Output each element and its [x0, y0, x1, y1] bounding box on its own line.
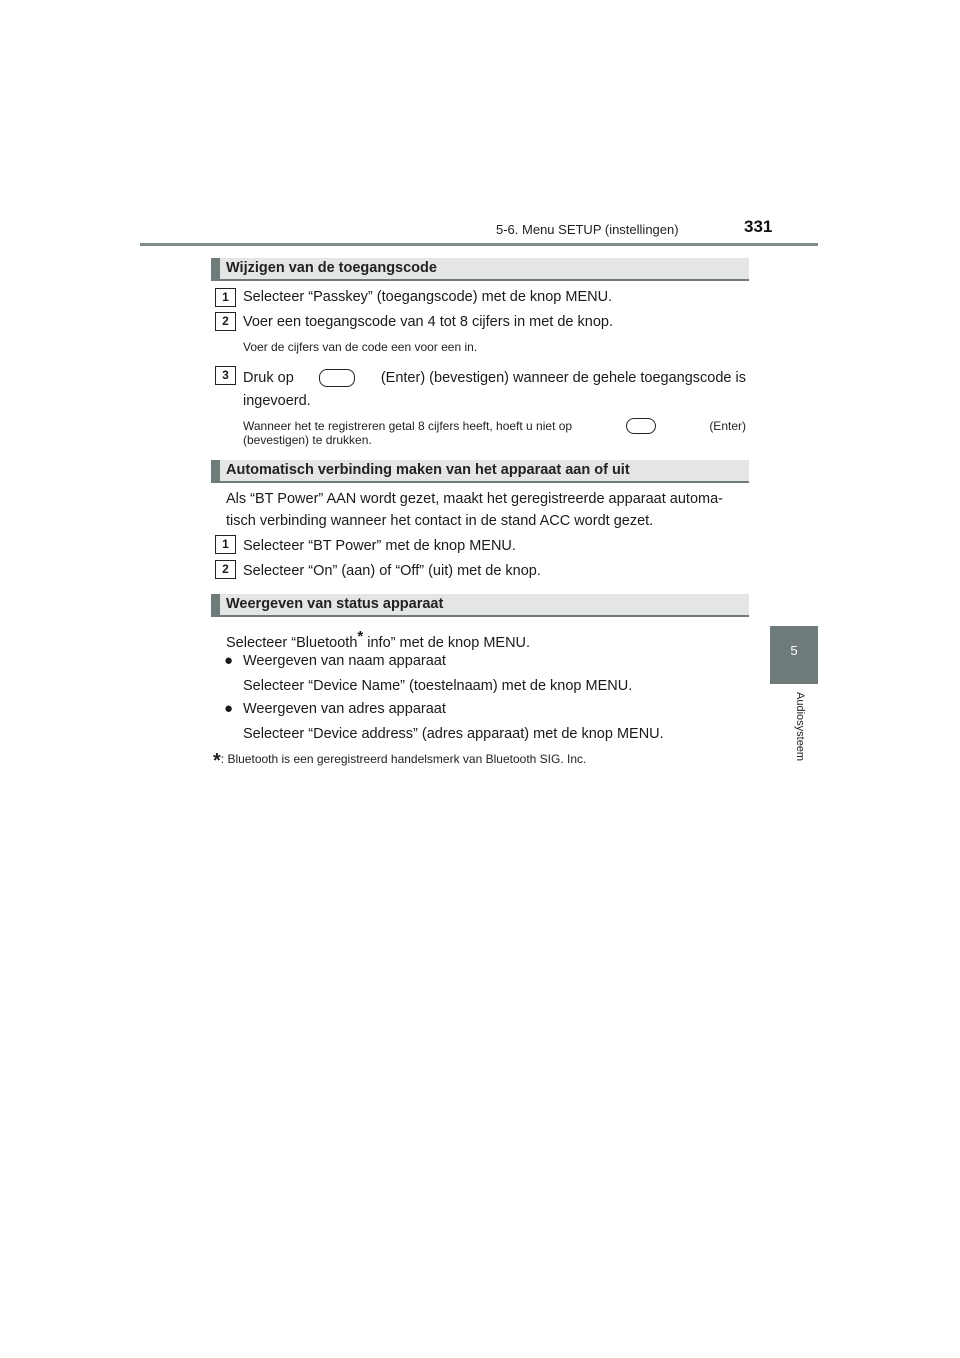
step-note-continuation: (bevestigen) te drukken. [243, 433, 372, 447]
section-heading-device-status [211, 594, 749, 617]
section-heading-passkey [211, 258, 749, 281]
step-text: Selecteer “Passkey” (toegangscode) met de knop MENU. [243, 289, 613, 305]
step-text: Selecteer “On” (aan) of “Off” (uit) met de knop. [243, 563, 541, 579]
step-note-after: (Enter) [709, 419, 746, 433]
step-text-line [243, 369, 746, 387]
bullet-icon: ● [224, 700, 234, 717]
section-intro [226, 628, 530, 651]
section-heading-text: Automatisch verbinding maken van het apparaat aan of uit [226, 462, 630, 478]
step-text-continuation: ingevoerd. [243, 393, 311, 409]
footnote-marker: * [357, 628, 364, 645]
bullet-text: Selecteer “Device address” (adres apparaat) met de knop MENU. [243, 726, 664, 742]
step-note: Voer de cijfers van de code een voor een in. [243, 340, 478, 354]
step-number: 2 [215, 560, 236, 579]
footnote-text: : Bluetooth is een geregistreerd handelsmerk van Bluetooth SIG. Inc. [220, 752, 587, 766]
header-rule [140, 243, 818, 246]
step-number: 3 [215, 366, 236, 385]
bullet-text: Selecteer “Device Name” (toestelnaam) met de knop MENU. [243, 678, 633, 694]
chapter-number: 5 [790, 643, 798, 658]
step-text: Voer een toegangscode van 4 tot 8 cijfers in met de knop. [243, 314, 613, 330]
enter-button-icon [319, 369, 355, 387]
section-intro: Als “BT Power” AAN wordt gezet, maakt het geregistreerde apparaat automa- [226, 491, 724, 507]
bullet-title: Weergeven van naam apparaat [243, 653, 446, 669]
step-note-line [243, 418, 746, 434]
intro-text: Selecteer “Bluetooth [226, 634, 358, 651]
bullet-icon: ● [224, 652, 234, 669]
chapter-tab [770, 626, 818, 684]
step-text-after: (Enter) (bevestigen) wanneer de gehele toegangscode is [380, 370, 746, 386]
chapter-label: Audiosysteem [794, 692, 806, 762]
intro-text: info” met de knop MENU. [363, 634, 531, 651]
section-heading-text: Wijzigen van de toegangscode [226, 260, 437, 276]
step-text-before: Druk op [243, 370, 294, 386]
running-header: 5-6. Menu SETUP (instellingen) [496, 222, 679, 237]
section-heading-auto-connect [211, 460, 749, 483]
footnote-marker: * [213, 750, 221, 772]
bullet-title: Weergeven van adres apparaat [243, 701, 446, 717]
section-heading-text: Weergeven van status apparaat [226, 596, 444, 612]
step-note-before: Wanneer het te registreren getal 8 cijfers heeft, hoeft u niet op [243, 419, 573, 433]
footnote [213, 750, 586, 773]
step-number: 1 [215, 535, 236, 554]
step-number: 1 [215, 288, 236, 307]
page-number: 331 [744, 217, 773, 236]
enter-button-icon [626, 418, 656, 434]
step-number: 2 [215, 312, 236, 331]
section-intro: tisch verbinding wanneer het contact in de stand ACC wordt gezet. [226, 513, 654, 529]
step-text: Selecteer “BT Power” met de knop MENU. [243, 538, 516, 554]
